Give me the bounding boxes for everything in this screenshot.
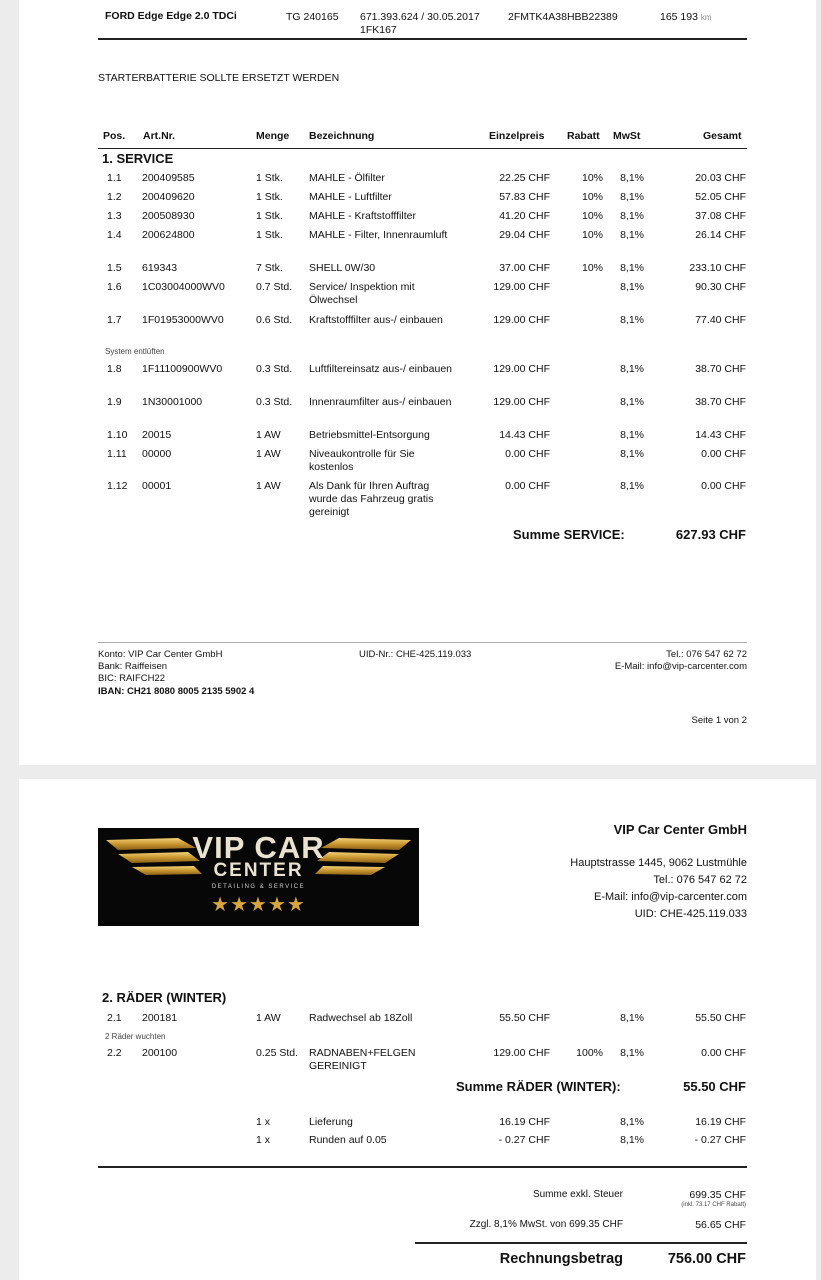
- footer-uid: UID-Nr.: CHE-425.119.033: [359, 649, 472, 660]
- cell-rabatt: 100%: [576, 1047, 603, 1059]
- header-divider: [98, 38, 747, 40]
- cell-art: 200409585: [142, 172, 195, 184]
- company-street: Hauptstrasse 1445, 9062 Lustmühle: [570, 857, 747, 869]
- col-pos: Pos.: [103, 130, 126, 142]
- cell-menge: 1 Stk.: [256, 191, 283, 203]
- cell-einzel: 129.00 CHF: [493, 363, 550, 375]
- service-sum-value: 627.93 CHF: [675, 527, 746, 542]
- cell-einzel: 37.00 CHF: [499, 262, 550, 274]
- cell-art: 200508930: [142, 210, 195, 222]
- note-raeder: 2 Räder wuchten: [105, 1032, 166, 1041]
- cell-einzel: 14.43 CHF: [499, 429, 550, 441]
- cell-pos: 1.6: [107, 281, 122, 293]
- cell-menge: 0.6 Std.: [256, 314, 293, 326]
- cell-menge: 0.3 Std.: [256, 363, 293, 375]
- vehicle-mileage: 165 193 km: [660, 11, 712, 23]
- note-system: System entlüften: [105, 347, 165, 356]
- cell-einzel: 55.50 CHF: [499, 1012, 550, 1024]
- footer-divider: [98, 642, 747, 643]
- cell-menge: 1 Stk.: [256, 210, 283, 222]
- cell-gesamt: 233.10 CHF: [689, 262, 746, 274]
- cell-mwst: 8,1%: [620, 363, 644, 375]
- cell-menge: 1 Stk.: [256, 172, 283, 184]
- footer-konto: Konto: VIP Car Center GmbH: [98, 649, 223, 660]
- company-name: VIP Car Center GmbH: [613, 822, 747, 837]
- footer-email: E-Mail: info@vip-carcenter.com: [614, 661, 747, 672]
- vehicle-type-code: 1FK167: [360, 24, 397, 36]
- cell-mwst: 8,1%: [620, 480, 644, 492]
- service-sum-label: Summe SERVICE:: [513, 527, 625, 542]
- raeder-sum-label: Summe RÄDER (WINTER):: [456, 1079, 621, 1094]
- vehicle-vin: 2FMTK4A38HBB22389: [508, 11, 618, 23]
- cell-einzel: - 0.27 CHF: [498, 1134, 550, 1146]
- cell-bez: Kraftstofffilter aus-/ einbauen: [309, 314, 443, 326]
- cell-mwst: 8,1%: [620, 172, 644, 184]
- col-art: Art.Nr.: [143, 130, 176, 142]
- cell-mwst: 8,1%: [620, 1047, 644, 1059]
- logo-line1: VIP CAR: [192, 830, 325, 865]
- cell-pos: 2.2: [107, 1047, 122, 1059]
- cell-menge: 1 x: [256, 1134, 271, 1146]
- cell-menge: 7 Stk.: [256, 262, 283, 274]
- grand-total-divider: [415, 1242, 747, 1244]
- cell-einzel: 0.00 CHF: [505, 480, 550, 492]
- cell-menge: 0.3 Std.: [256, 396, 293, 408]
- battery-notice: STARTERBATTERIE SOLLTE ERSETZT WERDEN: [98, 72, 340, 84]
- cell-menge: 1 AW: [256, 448, 281, 460]
- cell-einzel: 129.00 CHF: [493, 1047, 550, 1059]
- cell-art: 200100: [142, 1047, 178, 1059]
- cell-einzel: 57.83 CHF: [499, 191, 550, 203]
- cell-mwst: 8,1%: [620, 429, 644, 441]
- logo-line2: CENTER: [213, 860, 304, 881]
- cell-menge: 1 AW: [256, 429, 281, 441]
- cell-bez: Betriebsmittel-Entsorgung: [309, 429, 430, 441]
- col-mwst: MwSt: [613, 130, 641, 142]
- cell-gesamt: 0.00 CHF: [701, 1047, 746, 1059]
- cell-bez: MAHLE - Filter, Innenraumluft: [309, 229, 448, 241]
- cell-menge: 1 x: [256, 1116, 271, 1128]
- company-tel: Tel.: 076 547 62 72: [653, 874, 747, 886]
- cell-bez: MAHLE - Luftfilter: [309, 191, 392, 203]
- cell-bez: Radwechsel ab 18Zoll: [309, 1012, 413, 1024]
- cell-rabatt: 10%: [581, 262, 603, 274]
- grand-total-value: 756.00 CHF: [667, 1251, 746, 1267]
- cell-art: 200409620: [142, 191, 195, 203]
- vehicle-model: FORD Edge Edge 2.0 TDCi: [105, 10, 237, 22]
- cell-bez: SHELL 0W/30: [309, 262, 376, 274]
- cell-pos: 1.11: [107, 448, 127, 460]
- invoice-page-1: [19, 0, 816, 765]
- company-logo: [98, 828, 419, 926]
- cell-pos: 1.2: [107, 191, 122, 203]
- cell-art: 1C03004000WV0: [142, 281, 225, 293]
- totals-divider: [98, 1166, 747, 1168]
- cell-einzel: 129.00 CHF: [493, 314, 550, 326]
- cell-pos: 1.5: [107, 262, 122, 274]
- cell-art: 00000: [142, 448, 172, 460]
- vehicle-type-approval: 671.393.624 / 30.05.2017: [360, 11, 480, 23]
- cell-art: 200181: [142, 1012, 178, 1024]
- company-uid: UID: CHE-425.119.033: [634, 908, 747, 920]
- footer-bic: BIC: RAIFCH22: [98, 673, 166, 684]
- section-title-raeder: 2. RÄDER (WINTER): [102, 990, 227, 1005]
- cell-mwst: 8,1%: [620, 229, 644, 241]
- cell-bez: MAHLE - Kraftstofffilter: [309, 210, 416, 222]
- cell-mwst: 8,1%: [620, 210, 644, 222]
- cell-art: 1N30001000: [142, 396, 203, 408]
- vehicle-plate: TG 240165: [286, 11, 339, 23]
- cell-menge: 1 AW: [256, 480, 281, 492]
- cell-pos: 1.1: [107, 172, 122, 184]
- cell-gesamt: 37.08 CHF: [695, 210, 746, 222]
- cell-pos: 1.9: [107, 396, 122, 408]
- section-title-service: 1. SERVICE: [102, 151, 174, 166]
- cell-gesamt: 55.50 CHF: [695, 1012, 746, 1024]
- cell-bez: Als Dank für Ihren Auftrag wurde das Fahrzeug gratis gereinigt: [309, 480, 434, 518]
- cell-einzel: 29.04 CHF: [499, 229, 550, 241]
- cell-rabatt: 10%: [581, 191, 603, 203]
- cell-einzel: 0.00 CHF: [505, 448, 550, 460]
- cell-rabatt: 10%: [581, 210, 603, 222]
- table-header-divider: [98, 148, 747, 149]
- cell-mwst: 8,1%: [620, 1134, 644, 1146]
- cell-gesamt: 0.00 CHF: [701, 448, 746, 460]
- cell-pos: 1.12: [107, 480, 128, 492]
- cell-einzel: 129.00 CHF: [493, 396, 550, 408]
- cell-pos: 1.4: [107, 229, 122, 241]
- cell-art: 200624800: [142, 229, 195, 241]
- cell-mwst: 8,1%: [620, 1116, 644, 1128]
- cell-pos: 1.8: [107, 363, 122, 375]
- raeder-sum-value: 55.50 CHF: [683, 1079, 746, 1094]
- cell-pos: 1.10: [107, 429, 128, 441]
- cell-menge: 0.25 Std.: [256, 1047, 299, 1059]
- cell-menge: 1 Stk.: [256, 229, 283, 241]
- cell-mwst: 8,1%: [620, 1012, 644, 1024]
- cell-gesamt: 20.03 CHF: [695, 172, 746, 184]
- footer-bank: Bank: Raiffeisen: [98, 661, 168, 672]
- cell-mwst: 8,1%: [620, 448, 644, 460]
- col-einzel: Einzelpreis: [489, 130, 545, 142]
- cell-art: 619343: [142, 262, 178, 274]
- col-menge: Menge: [256, 130, 290, 142]
- cell-gesamt: 52.05 CHF: [695, 191, 746, 203]
- cell-bez: MAHLE - Ölfilter: [309, 172, 385, 184]
- footer-tel: Tel.: 076 547 62 72: [666, 649, 747, 660]
- cell-pos: 1.3: [107, 210, 122, 222]
- col-gesamt: Gesamt: [703, 130, 742, 142]
- cell-bez: RADNABEN+FELGEN GEREINIGT: [309, 1047, 416, 1072]
- cell-bez: Runden auf 0.05: [309, 1134, 387, 1146]
- page-number: Seite 1 von 2: [691, 715, 747, 726]
- discount-note: (inkl. 73.17 CHF Rabatt): [681, 1202, 746, 1208]
- grand-total-label: Rechnungsbetrag: [499, 1251, 623, 1267]
- cell-einzel: 129.00 CHF: [493, 281, 550, 293]
- cell-gesamt: 77.40 CHF: [695, 314, 746, 326]
- invoice-page-2: [19, 779, 816, 1280]
- cell-rabatt: 10%: [581, 229, 603, 241]
- star-icons: ★★★★★: [211, 894, 306, 916]
- cell-gesamt: 16.19 CHF: [695, 1116, 746, 1128]
- cell-menge: 0.7 Std.: [256, 281, 293, 293]
- logo-tagline: DETAILING & SERVICE: [211, 884, 306, 890]
- cell-gesamt: 0.00 CHF: [701, 480, 746, 492]
- cell-gesamt: 90.30 CHF: [695, 281, 746, 293]
- cell-bez: Service/ Inspektion mit Ölwechsel: [309, 281, 415, 306]
- cell-gesamt: 38.70 CHF: [695, 396, 746, 408]
- cell-gesamt: 26.14 CHF: [695, 229, 746, 241]
- col-rabatt: Rabatt: [567, 130, 600, 142]
- cell-mwst: 8,1%: [620, 191, 644, 203]
- cell-mwst: 8,1%: [620, 281, 644, 293]
- vat-value: 56.65 CHF: [695, 1219, 746, 1231]
- cell-art: 20015: [142, 429, 172, 441]
- cell-pos: 2.1: [107, 1012, 122, 1024]
- cell-einzel: 41.20 CHF: [499, 210, 550, 222]
- cell-art: 1F01953000WV0: [142, 314, 224, 326]
- subtotal-value: 699.35 CHF: [689, 1189, 746, 1201]
- cell-mwst: 8,1%: [620, 262, 644, 274]
- cell-bez: Lieferung: [309, 1116, 353, 1128]
- cell-gesamt: 38.70 CHF: [695, 363, 746, 375]
- cell-gesamt: - 0.27 CHF: [694, 1134, 746, 1146]
- cell-mwst: 8,1%: [620, 314, 644, 326]
- cell-einzel: 22.25 CHF: [499, 172, 550, 184]
- cell-einzel: 16.19 CHF: [499, 1116, 550, 1128]
- vat-label: Zzgl. 8,1% MwSt. von 699.35 CHF: [469, 1219, 623, 1230]
- cell-gesamt: 14.43 CHF: [695, 429, 746, 441]
- cell-bez: Niveaukontrolle für Sie kostenlos: [309, 448, 415, 473]
- cell-menge: 1 AW: [256, 1012, 281, 1024]
- cell-bez: Innenraumfilter aus-/ einbauen: [309, 396, 452, 408]
- company-email: E-Mail: info@vip-carcenter.com: [594, 891, 747, 903]
- cell-bez: Luftfiltereinsatz aus-/ einbauen: [309, 363, 453, 375]
- cell-rabatt: 10%: [581, 172, 603, 184]
- cell-art: 00001: [142, 480, 172, 492]
- subtotal-label: Summe exkl. Steuer: [532, 1189, 623, 1200]
- cell-art: 1F11100900WV0: [142, 363, 223, 375]
- footer-iban: IBAN: CH21 8080 8005 2135 5902 4: [98, 686, 255, 697]
- col-bez: Bezeichnung: [309, 130, 375, 142]
- cell-pos: 1.7: [107, 314, 122, 326]
- cell-mwst: 8,1%: [620, 396, 644, 408]
